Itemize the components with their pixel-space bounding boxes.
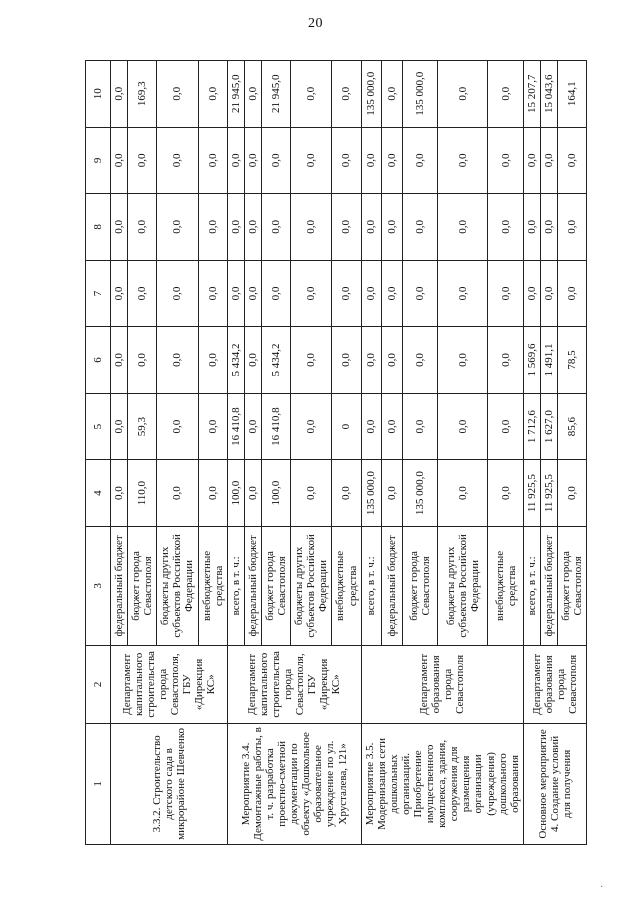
amount-cell: 0,0 — [361, 260, 382, 327]
amount-cell: 0,0 — [198, 194, 227, 261]
funding-source-cell: бюджет города Севастополя — [403, 526, 438, 645]
column-number-2: 2 — [86, 645, 111, 723]
amount-cell: 0,0 — [361, 127, 382, 194]
amount-cell: 0,0 — [558, 127, 587, 194]
amount-cell: 0,0 — [198, 61, 227, 128]
amount-cell: 85,6 — [558, 393, 587, 460]
amount-cell: 0,0 — [111, 460, 128, 527]
amount-cell: 0,0 — [332, 61, 361, 128]
amount-cell: 0,0 — [540, 127, 557, 194]
table-row — [523, 61, 540, 845]
amount-cell: 15 207,7 — [523, 61, 540, 128]
amount-cell: 0,0 — [157, 194, 198, 261]
column-number-4: 4 — [86, 460, 111, 527]
amount-cell: 0,0 — [244, 260, 261, 327]
amount-cell: 135 000,0 — [403, 460, 438, 527]
amount-cell: 0,0 — [558, 460, 587, 527]
column-number-8: 8 — [86, 194, 111, 261]
amount-cell: 16 410,8 — [227, 393, 244, 460]
amount-cell: 1 627,0 — [540, 393, 557, 460]
amount-cell: 0,0 — [488, 194, 523, 261]
funding-source-cell: федеральный бюджет — [540, 526, 557, 645]
column-number-10: 10 — [86, 61, 111, 128]
amount-cell: 0,0 — [111, 127, 128, 194]
amount-cell: 0,0 — [111, 194, 128, 261]
amount-cell: 0,0 — [261, 260, 290, 327]
column-number-1: 1 — [86, 723, 111, 844]
amount-cell: 0,0 — [128, 260, 157, 327]
amount-cell: 0,0 — [157, 393, 198, 460]
amount-cell: 0,0 — [488, 393, 523, 460]
amount-cell: 0,0 — [438, 460, 488, 527]
funding-source-cell: бюджеты других субъектов Российской Федерации — [291, 526, 332, 645]
activity-name-cell: Основное мероприятие 4. Создание условий для получения — [523, 723, 586, 844]
column-number-3: 3 — [86, 526, 111, 645]
amount-cell: 0,0 — [332, 327, 361, 394]
amount-cell: 0,0 — [198, 327, 227, 394]
amount-cell: 0,0 — [382, 260, 403, 327]
funding-source-cell: всего, в т. ч.: — [361, 526, 382, 645]
amount-cell: 0,0 — [361, 393, 382, 460]
amount-cell: 0,0 — [332, 260, 361, 327]
amount-cell: 0,0 — [403, 327, 438, 394]
amount-cell: 0,0 — [157, 127, 198, 194]
page-number: 20 — [308, 16, 323, 31]
amount-cell: 0,0 — [157, 460, 198, 527]
amount-cell: 78,5 — [558, 327, 587, 394]
amount-cell: 0,0 — [128, 127, 157, 194]
amount-cell: 1 712,6 — [523, 393, 540, 460]
activity-name-cell: Мероприятие 3.4. Демонтажные работы, в т. ч. разработка проектно-сметной документации по объекту «Дошкольное образовательное учреждение по ул. Хрусталева, 121» — [227, 723, 361, 844]
amount-cell: 0,0 — [438, 260, 488, 327]
funding-source-cell: внебюджетные средства — [332, 526, 361, 645]
amount-cell: 0,0 — [227, 194, 244, 261]
amount-cell: 0,0 — [382, 460, 403, 527]
amount-cell: 0,0 — [558, 194, 587, 261]
table-row — [111, 61, 128, 845]
rotated-table-frame — [85, 60, 631, 845]
amount-cell: 0,0 — [111, 61, 128, 128]
funding-source-cell: бюджет города Севастополя — [128, 526, 157, 645]
funding-source-cell: бюджеты других субъектов Российской Федерации — [157, 526, 198, 645]
amount-cell: 0,0 — [244, 327, 261, 394]
amount-cell: 0,0 — [198, 127, 227, 194]
amount-cell: 0,0 — [291, 327, 332, 394]
amount-cell: 0,0 — [332, 127, 361, 194]
amount-cell: 21 945,0 — [227, 61, 244, 128]
amount-cell: 0,0 — [291, 460, 332, 527]
amount-cell: 0,0 — [227, 260, 244, 327]
funding-source-cell: внебюджетные средства — [198, 526, 227, 645]
amount-cell: 0,0 — [438, 61, 488, 128]
amount-cell: 0,0 — [157, 61, 198, 128]
amount-cell: 0,0 — [198, 260, 227, 327]
amount-cell: 0,0 — [261, 127, 290, 194]
amount-cell: 0,0 — [488, 460, 523, 527]
amount-cell: 0,0 — [291, 127, 332, 194]
amount-cell: 0 — [332, 393, 361, 460]
amount-cell: 169,3 — [128, 61, 157, 128]
budget-table — [85, 60, 587, 845]
amount-cell: 164,1 — [558, 61, 587, 128]
amount-cell: 0,0 — [488, 127, 523, 194]
amount-cell: 0,0 — [488, 260, 523, 327]
amount-cell: 0,0 — [244, 61, 261, 128]
activity-name-cell: Мероприятие 3.5. Модернизация сети дошкольных организаций. Приобретение имущественного комплекса, здания, сооружения для размещения организации (учреждения) дошкольного образования — [361, 723, 523, 844]
amount-cell: 0,0 — [438, 393, 488, 460]
amount-cell: 0,0 — [261, 194, 290, 261]
amount-cell: 5 434,2 — [227, 327, 244, 394]
table-body — [111, 61, 587, 845]
amount-cell: 0,0 — [332, 194, 361, 261]
amount-cell: 0,0 — [403, 194, 438, 261]
amount-cell: 0,0 — [403, 393, 438, 460]
funding-source-cell: федеральный бюджет — [244, 526, 261, 645]
amount-cell: 0,0 — [111, 327, 128, 394]
amount-cell: 0,0 — [403, 260, 438, 327]
amount-cell: 0,0 — [244, 127, 261, 194]
funding-source-cell: бюджет города Севастополя — [261, 526, 290, 645]
amount-cell: 0,0 — [488, 327, 523, 394]
executor-cell: Департамент капитального строительства города Севастополя, ГБУ «Дирекция КС» — [111, 645, 228, 723]
amount-cell: 15 043,6 — [540, 61, 557, 128]
corner-mark: · — [600, 882, 604, 893]
amount-cell: 0,0 — [488, 61, 523, 128]
table-row — [227, 61, 244, 845]
amount-cell: 0,0 — [382, 393, 403, 460]
funding-source-cell: всего, в т. ч.: — [523, 526, 540, 645]
funding-source-cell: федеральный бюджет — [111, 526, 128, 645]
amount-cell: 0,0 — [438, 194, 488, 261]
amount-cell: 0,0 — [382, 61, 403, 128]
amount-cell: 0,0 — [361, 327, 382, 394]
amount-cell: 0,0 — [244, 460, 261, 527]
amount-cell: 0,0 — [128, 327, 157, 394]
funding-source-cell: бюджет города Севастополя — [558, 526, 587, 645]
funding-source-cell: федеральный бюджет — [382, 526, 403, 645]
executor-cell: Департамент образования города Севастополя — [361, 645, 523, 723]
amount-cell: 11 925,5 — [540, 460, 557, 527]
funding-source-cell: всего, в т. ч.: — [227, 526, 244, 645]
funding-source-cell: внебюджетные средства — [488, 526, 523, 645]
amount-cell: 0,0 — [382, 194, 403, 261]
amount-cell: 135 000,0 — [361, 460, 382, 527]
amount-cell: 1 569,6 — [523, 327, 540, 394]
activity-name-cell: 3.3.2. Строительство детского сада в микрорайоне Шевченко — [111, 723, 228, 844]
amount-cell: 0,0 — [198, 460, 227, 527]
amount-cell: 11 925,5 — [523, 460, 540, 527]
amount-cell: 0,0 — [244, 393, 261, 460]
amount-cell: 0,0 — [438, 127, 488, 194]
amount-cell: 0,0 — [523, 260, 540, 327]
amount-cell: 135 000,0 — [361, 61, 382, 128]
amount-cell: 0,0 — [111, 260, 128, 327]
amount-cell: 0,0 — [111, 393, 128, 460]
amount-cell: 135 000,0 — [403, 61, 438, 128]
funding-source-cell: бюджеты других субъектов Российской Федерации — [438, 526, 488, 645]
amount-cell: 100,0 — [227, 460, 244, 527]
amount-cell: 0,0 — [403, 127, 438, 194]
amount-cell: 59,3 — [128, 393, 157, 460]
amount-cell: 16 410,8 — [261, 393, 290, 460]
amount-cell: 0,0 — [382, 327, 403, 394]
amount-cell: 0,0 — [227, 127, 244, 194]
executor-cell: Департамент капитального строительства города Севастополя, ГБУ «Дирекция КС» — [227, 645, 361, 723]
amount-cell: 0,0 — [332, 460, 361, 527]
amount-cell: 0,0 — [128, 194, 157, 261]
amount-cell: 0,0 — [558, 260, 587, 327]
amount-cell: 0,0 — [438, 327, 488, 394]
amount-cell: 0,0 — [198, 393, 227, 460]
amount-cell: 110,0 — [128, 460, 157, 527]
amount-cell: 0,0 — [291, 393, 332, 460]
column-number-row — [86, 61, 111, 845]
column-number-6: 6 — [86, 327, 111, 394]
column-number-9: 9 — [86, 127, 111, 194]
amount-cell: 0,0 — [540, 260, 557, 327]
amount-cell: 1 491,1 — [540, 327, 557, 394]
amount-cell: 0,0 — [540, 194, 557, 261]
amount-cell: 0,0 — [157, 327, 198, 394]
amount-cell: 0,0 — [523, 127, 540, 194]
column-number-5: 5 — [86, 393, 111, 460]
amount-cell: 0,0 — [382, 127, 403, 194]
amount-cell: 5 434,2 — [261, 327, 290, 394]
rotated-page-content — [85, 60, 631, 845]
amount-cell: 21 945,0 — [261, 61, 290, 128]
table-row — [361, 61, 382, 845]
amount-cell: 0,0 — [291, 61, 332, 128]
executor-cell: Департамент образования города Севастополя — [523, 645, 586, 723]
amount-cell: 100,0 — [261, 460, 290, 527]
amount-cell: 0,0 — [361, 194, 382, 261]
amount-cell: 0,0 — [291, 260, 332, 327]
amount-cell: 0,0 — [523, 194, 540, 261]
column-number-7: 7 — [86, 260, 111, 327]
amount-cell: 0,0 — [244, 194, 261, 261]
amount-cell: 0,0 — [157, 260, 198, 327]
amount-cell: 0,0 — [291, 194, 332, 261]
